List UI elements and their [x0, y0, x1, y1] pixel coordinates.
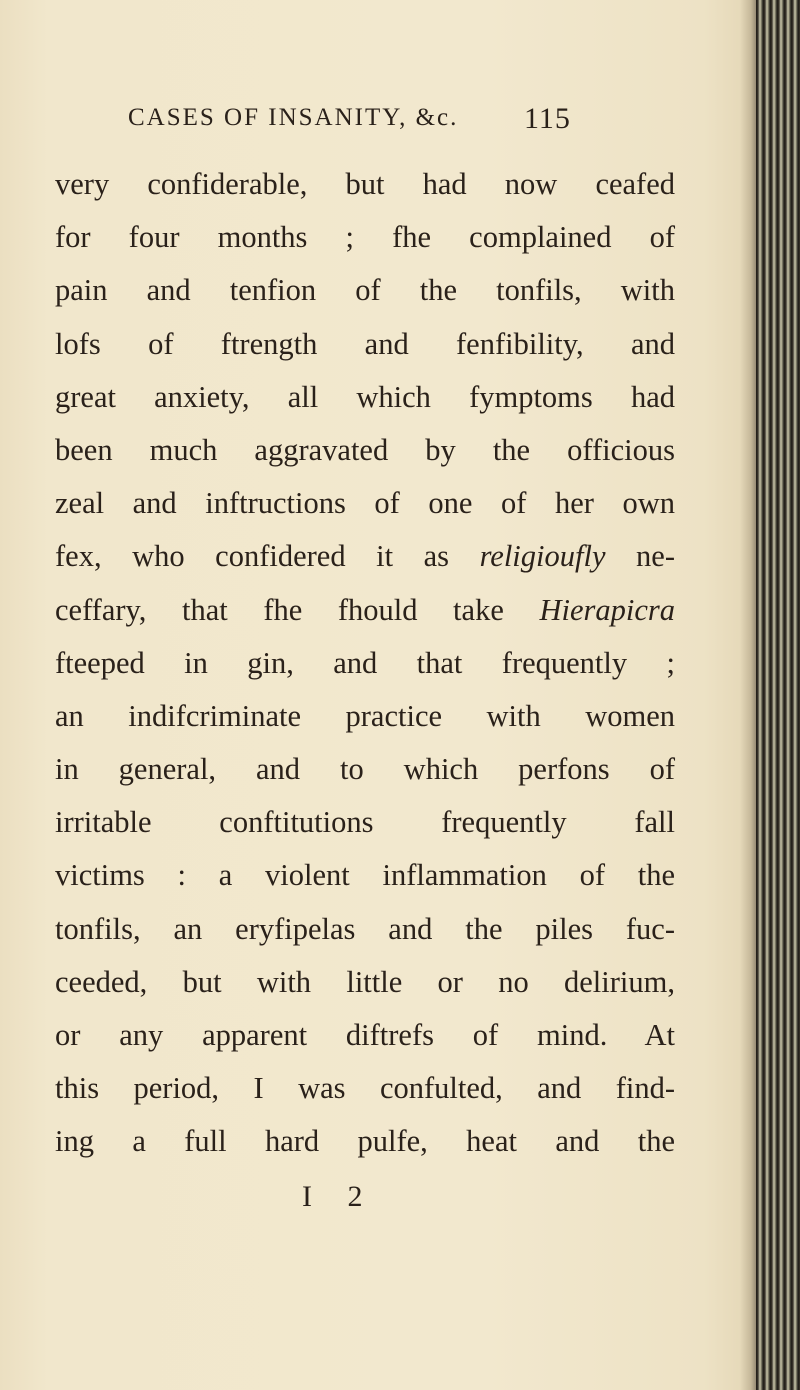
- text-line: for four months ; fhe complained of: [55, 220, 675, 255]
- page-number: 115: [524, 102, 571, 135]
- book-binding-edge: [756, 0, 800, 1390]
- text-line: tonfils, an eryfipelas and the piles fuc-: [55, 911, 675, 946]
- text-run: ne-: [605, 539, 675, 574]
- text-line: ceeded, but with little or no delirium,: [55, 964, 675, 999]
- text-line: victims : a violent inflammation of the: [55, 858, 675, 893]
- italic-word: religioufly: [479, 539, 606, 574]
- text-line: irritable conftitutions frequently fall: [55, 805, 675, 840]
- italic-word: Hierapicra: [539, 592, 675, 627]
- running-header: [128, 104, 588, 144]
- text-line: this period, I was confulted, and find-: [55, 1071, 675, 1106]
- text-line: lofs of ftrength and fenfibility, and: [55, 326, 675, 361]
- text-line: an indifcriminate practice with women: [55, 698, 675, 733]
- text-run: ceffary, that fhe fhould take: [55, 592, 540, 627]
- text-line: fteeped in gin, and that frequently ;: [55, 645, 675, 680]
- body-text: [55, 158, 675, 1169]
- text-line: very confiderable, but had now ceafed: [55, 167, 675, 201]
- text-line: great anxiety, all which fymptoms had: [55, 379, 675, 414]
- text-run: fex, who confidered it as: [55, 539, 480, 574]
- text-line: ing a full hard pulfe, heat and the: [55, 1124, 675, 1159]
- text-line: been much aggravated by the officious: [55, 432, 675, 467]
- running-title: CASES OF INSANITY, &c.: [128, 104, 459, 131]
- text-line: or any apparent diftrefs of mind. At: [55, 1018, 675, 1052]
- signature-mark: I 2: [302, 1180, 377, 1213]
- text-line: zeal and inftructions of one of her own: [55, 486, 675, 521]
- text-line: [55, 530, 675, 583]
- text-line: pain and tenfion of the tonfils, with: [55, 273, 675, 308]
- text-line: in general, and to which perfons of: [55, 752, 675, 787]
- text-line: [55, 584, 675, 637]
